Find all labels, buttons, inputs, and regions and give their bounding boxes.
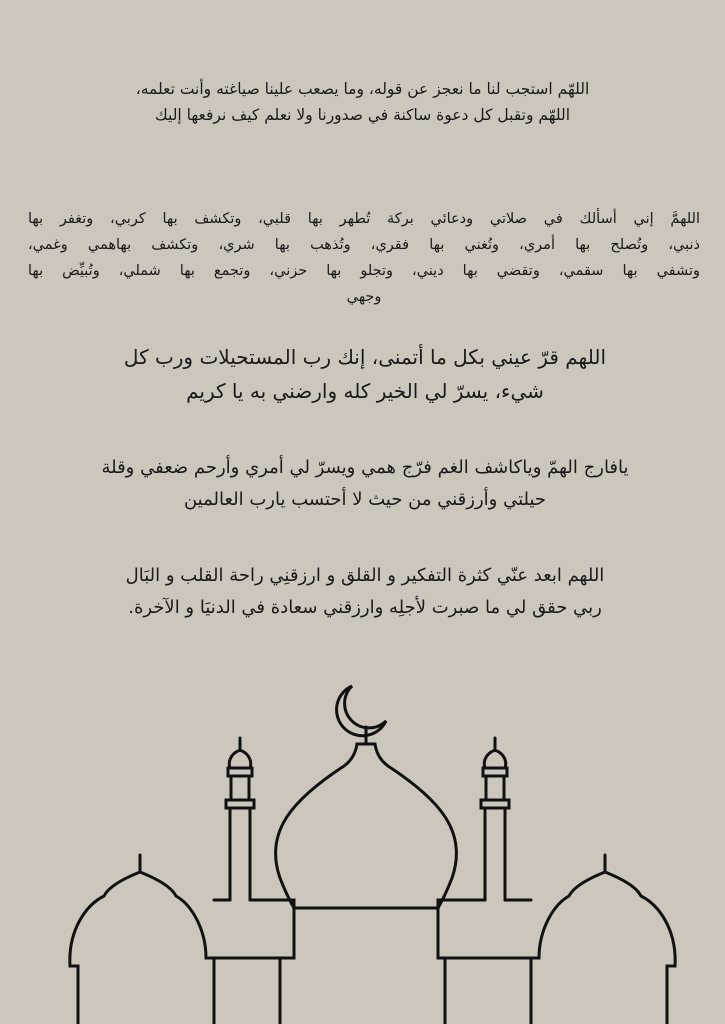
dua-5-line-2: ربي حقق لي ما صبرت لأجلِه وارزقني سعادة في الدنيَا و الآخرة.	[128, 597, 602, 618]
left-dome	[70, 855, 214, 1024]
dua-5-line-1: اللهم ابعد عنّي كثرة التفكير و القلق و ارزقنِي راحة القلب و البَال	[125, 565, 605, 586]
dua-2-line-2: ذنبي، وتُصلح بها أمري، وتُغني بها فقري، وتُذهب بها شري، وتكشف بهاهمي وغمي،	[28, 237, 700, 253]
dua-paragraph-5	[60, 560, 670, 624]
dua-paragraph-1	[60, 76, 665, 128]
dua-1-line-1: اللهّم استجب لنا ما نعجز عن قوله، وما يصعب علينا صياغته وأنت تعلمه،	[135, 80, 590, 98]
left-minaret	[226, 738, 254, 900]
dua-paragraph-3	[80, 340, 650, 408]
dua-2-line-4: وجهي	[346, 289, 382, 305]
crescent-icon	[337, 686, 386, 736]
right-minaret	[481, 738, 509, 900]
dua-3-line-2: شيء، يسرّ لي الخير كله وارضني به يا كريم	[186, 379, 544, 403]
dua-2-line-3: وتشفي بها سقمي، وتقضي بها ديني، وتجلو بها حزني، وتجمع بها شملي، وتُبيِّض بها	[28, 263, 700, 279]
central-dome	[276, 744, 457, 908]
dua-paragraph-2	[28, 206, 700, 310]
dua-2-line-1: اللهمَّ إني أسألك في صلاتي ودعائي بركة تُطهر بها قلبي، وتكشف بها كربي، وتغفر بها	[28, 211, 700, 227]
dua-4-line-2: حيلتي وأرزقني من حيث لا أحتسب يارب العالمين	[183, 489, 547, 510]
dua-paragraph-4	[60, 452, 670, 516]
dua-1-line-2: اللهّم وتقبل كل دعوة ساكنة في صدورنا ولا نعلم كيف نرفعها إليك	[154, 106, 571, 124]
mosque-crescent-outline-icon	[0, 660, 725, 1024]
right-dome	[531, 855, 675, 1024]
dua-4-line-1: يافارج الهمّ وياكاشف الغم فرّج همي ويسرّ لي أمري وأرحم ضعفي وقلة	[101, 457, 629, 478]
dua-3-line-1: اللهم قرّ عيني بكل ما أتمنى، إنك رب المستحيلات ورب كل	[123, 345, 607, 369]
